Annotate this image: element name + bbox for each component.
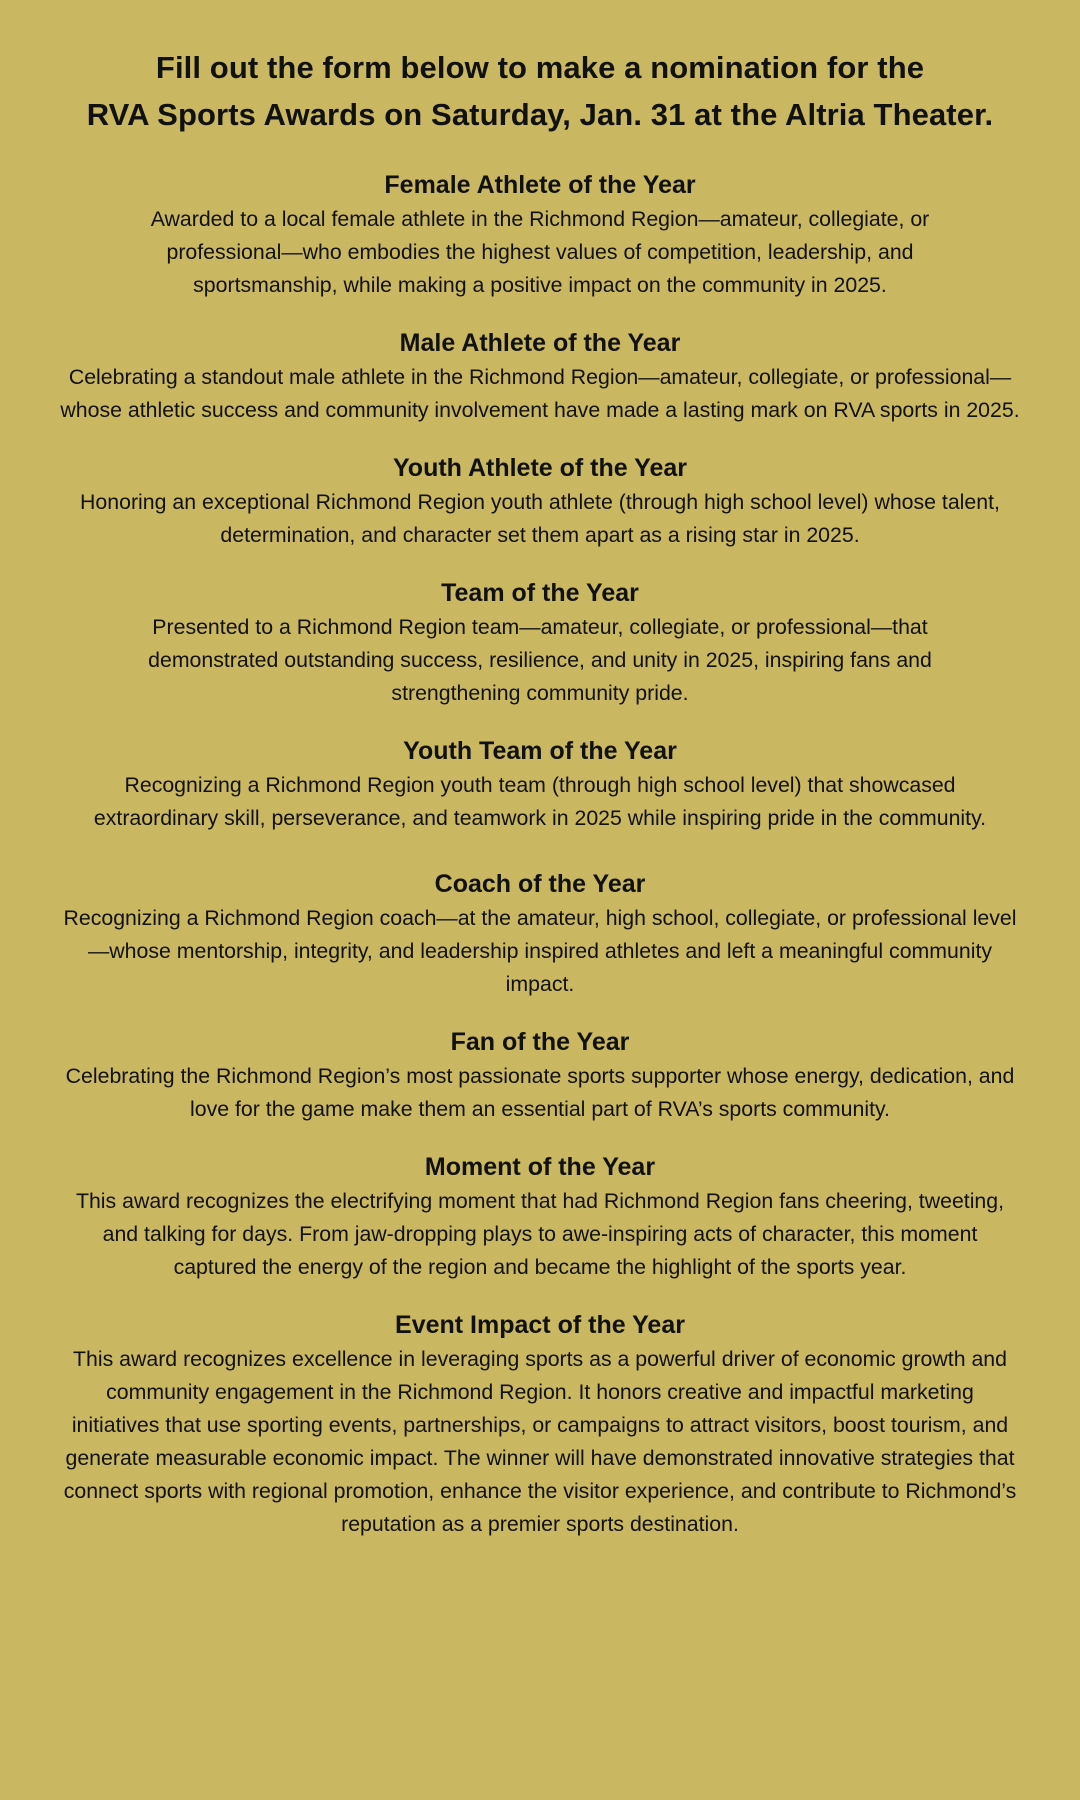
award-event-impact: [60, 1308, 1020, 1541]
award-title: Youth Team of the Year: [403, 737, 677, 765]
award-description: Honoring an exceptional Richmond Region youth athlete (through high school level) whose talent, determination, and character set them apart as a rising star in 2025.: [80, 490, 1000, 547]
award-male-athlete: [60, 326, 1020, 427]
award-description: This award recognizes the electrifying moment that had Richmond Region fans cheering, tweeting, and talking for days. From jaw-dropping plays to awe-inspiring acts of character, this moment captured the energy of the region and became the highlight of the sports year.: [75, 1189, 1005, 1279]
award-description: This award recognizes excellence in leveraging sports as a powerful driver of economic growth and community engagement in the Richmond Region. It honors creative and impactful marketing initiatives that use sporting events, partnerships, or campaigns to attract visitors, boost tourism, and generate measurable economic impact. The winner will have demonstrated innovative strategies that connect sports with regional promotion, enhance the visitor experience, and contribute to Richmond’s reputation as a premier sports destination.: [63, 1347, 1017, 1536]
page-title: [60, 44, 1020, 138]
award-description: Presented to a Richmond Region team—amateur, collegiate, or professional—that demonstrated outstanding success, resilience, and unity in 2025, inspiring fans and strengthening community pride.: [148, 615, 932, 705]
award-title: Male Athlete of the Year: [399, 329, 681, 357]
award-title: Moment of the Year: [424, 1153, 656, 1181]
award-description: Celebrating the Richmond Region’s most passionate sports supporter whose energy, dedication, and love for the game make them an essential part of RVA’s sports community.: [65, 1064, 1015, 1121]
award-description: Recognizing a Richmond Region coach—at the amateur, high school, collegiate, or professional level—whose mentorship, integrity, and leadership inspired athletes and left a meaningful community impact.: [63, 906, 1017, 996]
award-title: Event Impact of the Year: [395, 1311, 685, 1339]
award-moment: [60, 1150, 1020, 1284]
award-female-athlete: [60, 168, 1020, 302]
award-youth-athlete: [60, 451, 1020, 552]
award-title: Coach of the Year: [434, 870, 646, 898]
page-title-line-2: RVA Sports Awards on Saturday, Jan. 31 at the Altria Theater.: [86, 97, 994, 132]
page-title-line-1: Fill out the form below to make a nomination for the: [155, 50, 925, 85]
award-title: Youth Athlete of the Year: [392, 454, 688, 482]
award-team: [60, 576, 1020, 710]
award-description: Awarded to a local female athlete in the Richmond Region—amateur, collegiate, or professional—who embodies the highest values of competition, leadership, and sportsmanship, while making a positive impact on the community in 2025.: [150, 207, 930, 297]
award-title: Female Athlete of the Year: [384, 171, 696, 199]
award-coach: [60, 867, 1020, 1001]
award-description: Recognizing a Richmond Region youth team (through high school level) that showcased extraordinary skill, perseverance, and teamwork in 2025 while inspiring pride in the community.: [93, 773, 987, 830]
award-fan: [60, 1025, 1020, 1126]
award-title: Team of the Year: [441, 579, 639, 607]
award-youth-team: [60, 734, 1020, 835]
award-description: Celebrating a standout male athlete in the Richmond Region—amateur, collegiate, or professional—whose athletic success and community involvement have made a lasting mark on RVA sports in 2025.: [60, 365, 1020, 422]
award-title: Fan of the Year: [450, 1028, 630, 1056]
